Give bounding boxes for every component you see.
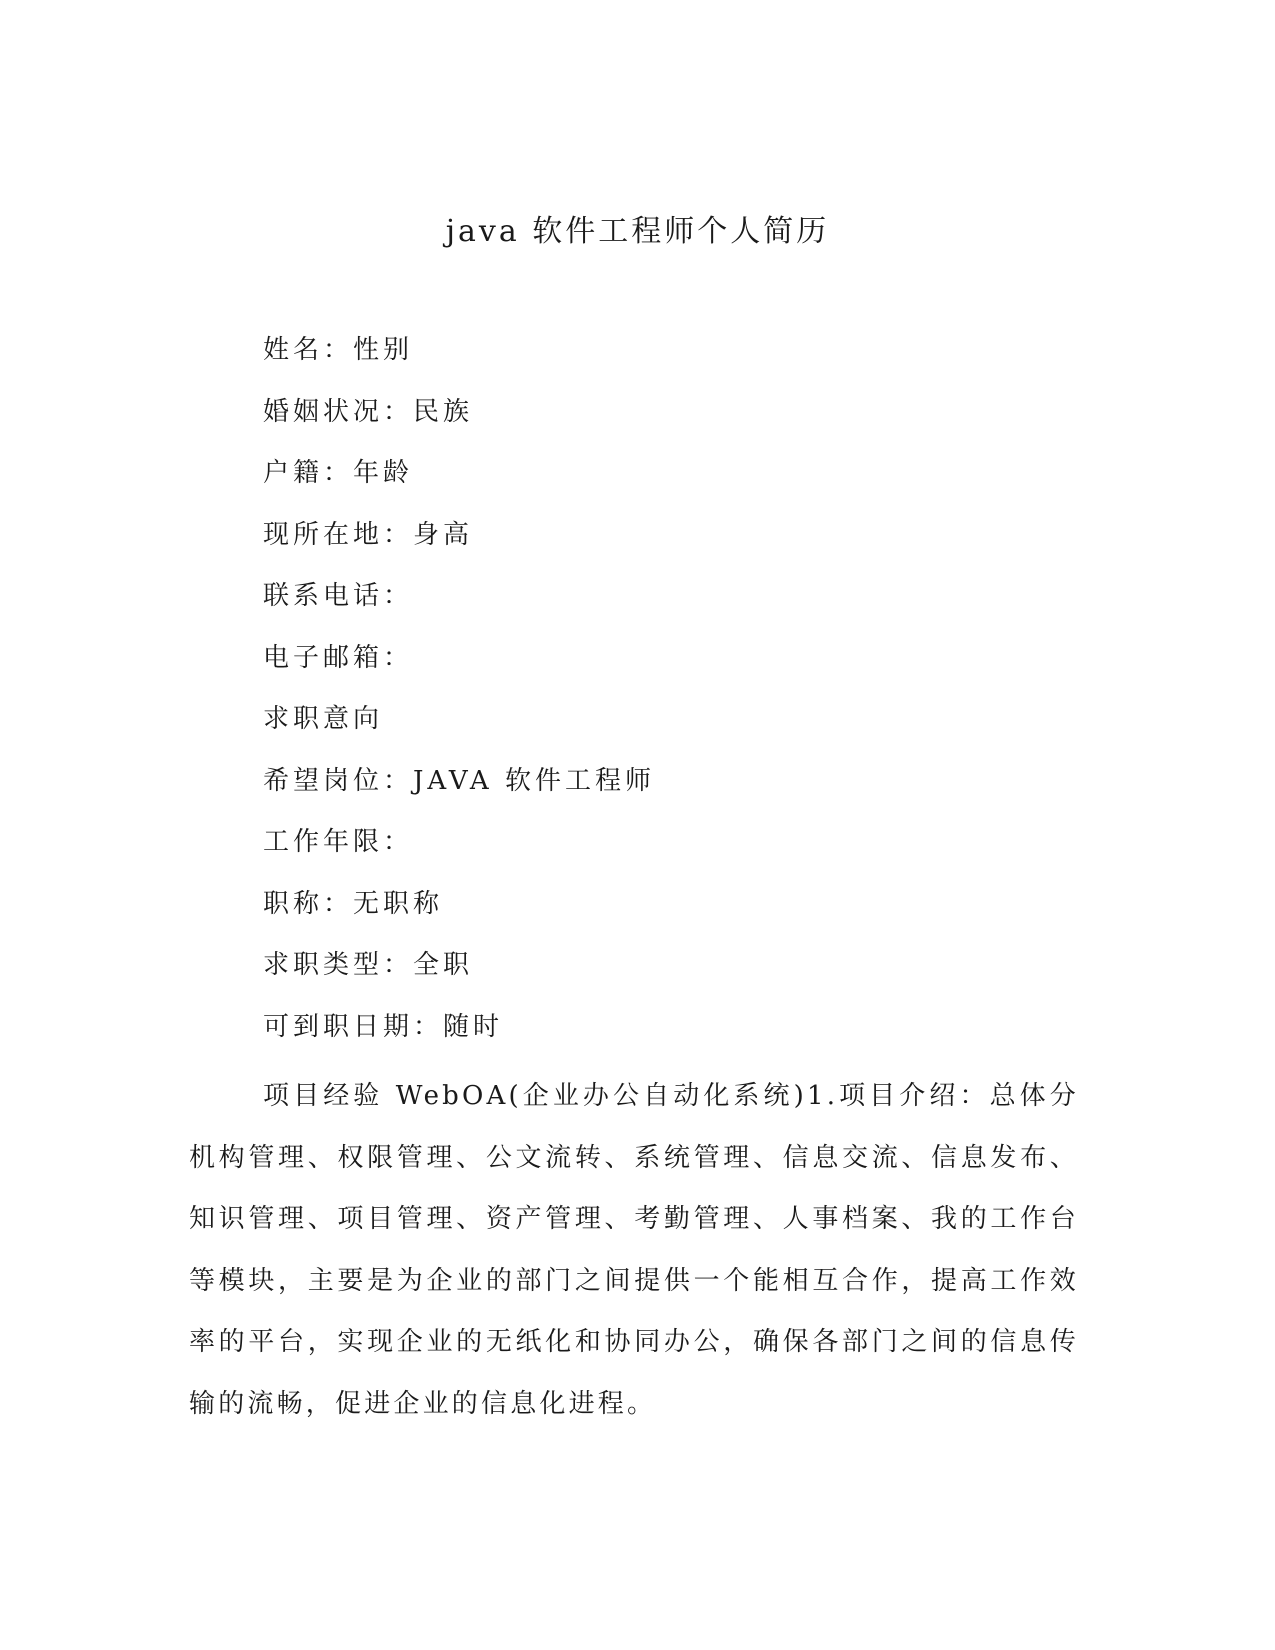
field-email: 电子邮箱： xyxy=(263,642,414,673)
field-name-gender: 姓名：性别 xyxy=(263,335,414,365)
document-title: java 软件工程师个人简历 xyxy=(445,214,830,249)
field-available-date: 可到职日期：随时 xyxy=(263,1011,504,1042)
personal-info-list xyxy=(263,330,655,1068)
field-desired-position: 希望岗位：JAVA 软件工程师 xyxy=(263,765,655,796)
project-experience-paragraph: 项目经验 WebOA(企业办公自动化系统)1.项目介绍：总体分机构管理、权限管理、公文流转、系统管理、信息交流、信息发布、知识管理、项目管理、资产管理、考勤管理、人事档案、我的工作台等模块，主要是为企业的部门之间提供一个能相互合作，提高工作效率的平台，实现企业的无纸化和协同办公，确保各部门之间的信息传输的流畅，促进企业的信息化进程。 xyxy=(189,1081,1079,1419)
field-work-years: 工作年限： xyxy=(263,827,414,857)
field-household-age: 户籍：年龄 xyxy=(263,458,414,488)
field-phone: 联系电话： xyxy=(263,581,414,611)
field-location-height: 现所在地：身高 xyxy=(263,519,474,550)
field-job-title: 职称：无职称 xyxy=(263,888,444,919)
field-marital-ethnicity: 婚姻状况：民族 xyxy=(263,396,474,427)
field-job-type: 求职类型：全职 xyxy=(263,950,474,980)
section-job-intention: 求职意向 xyxy=(263,704,384,734)
